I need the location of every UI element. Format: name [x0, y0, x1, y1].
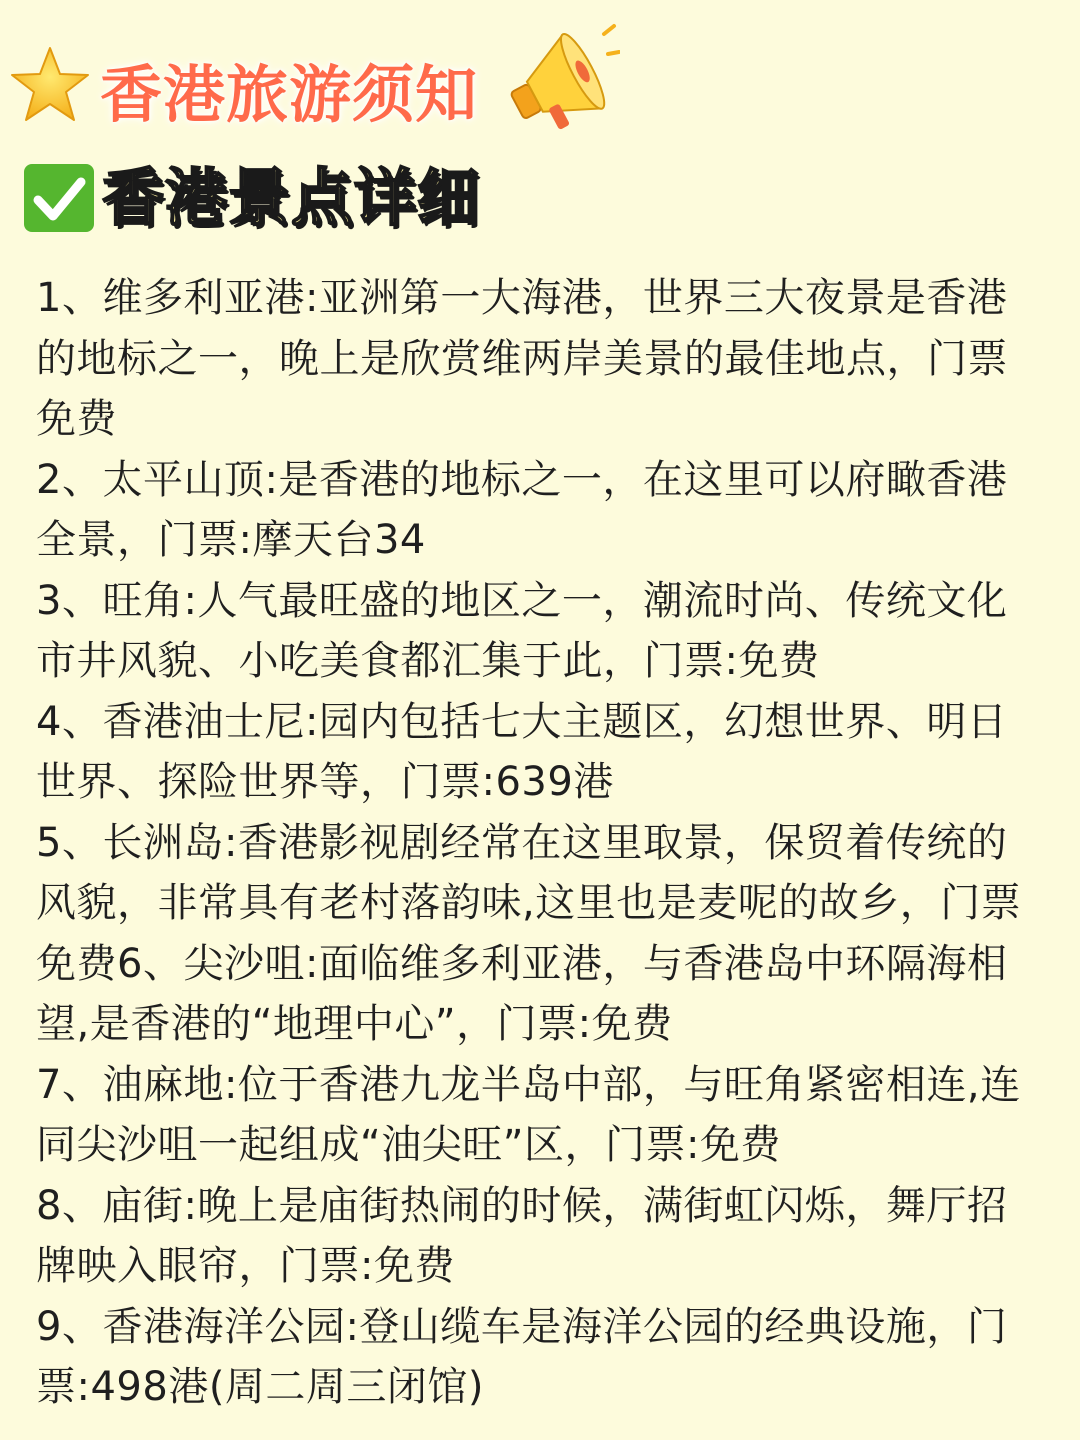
list-item: 5、长洲岛:香港影视剧经常在这里取景，保贸着传统的风貌，非常具有老村落韵味,这里也是麦呢的故乡，门票免费6、尖沙咀:面临维多利亚港，与香港岛中环隔海相望,是香港的“地理中心”，门票:免费	[36, 819, 1022, 1047]
list-item: 7、油麻地:位于香港九龙半岛中部，与旺角紧密相连,连同尖沙咀一起组成“油尖旺”区，门票:免费	[36, 1061, 1021, 1168]
list-item: 2、太平山顶:是香港的地标之一，在这里可以府瞰香港全景，门票:摩天台34	[36, 456, 1008, 563]
list-item: 9、香港海洋公园:登山缆车是海洋公园的经典设施，门票:498港(周二周三闭馆)	[36, 1303, 1008, 1410]
list-item: 4、香港油士尼:园内包括七大主题区，幻想世界、明日世界、探险世界等，门票:639港	[36, 698, 1008, 805]
section-header	[0, 158, 1080, 238]
megaphone-icon	[500, 20, 620, 140]
list-item: 1、维多利亚港:亚洲第一大海港，世界三大夜景是香港的地标之一，晚上是欣赏维两岸美景的最佳地点，门票免费	[36, 275, 1008, 442]
attraction-list	[36, 268, 1028, 1418]
list-item: 3、旺角:人气最旺盛的地区之一，潮流时尚、传统文化市井风貌、小吃美食都汇集于此，门票:免费	[36, 577, 1008, 684]
star-icon	[8, 44, 92, 128]
check-mark-icon	[24, 164, 94, 232]
list-item: 8、庙街:晚上是庙街热闹的时候，满街虹闪烁，舞厅招牌映入眼帘，门票:免费	[36, 1182, 1008, 1289]
section-title: 香港景点详细	[102, 161, 481, 234]
page-title: 香港旅游须知	[100, 58, 479, 131]
header	[0, 40, 1080, 150]
